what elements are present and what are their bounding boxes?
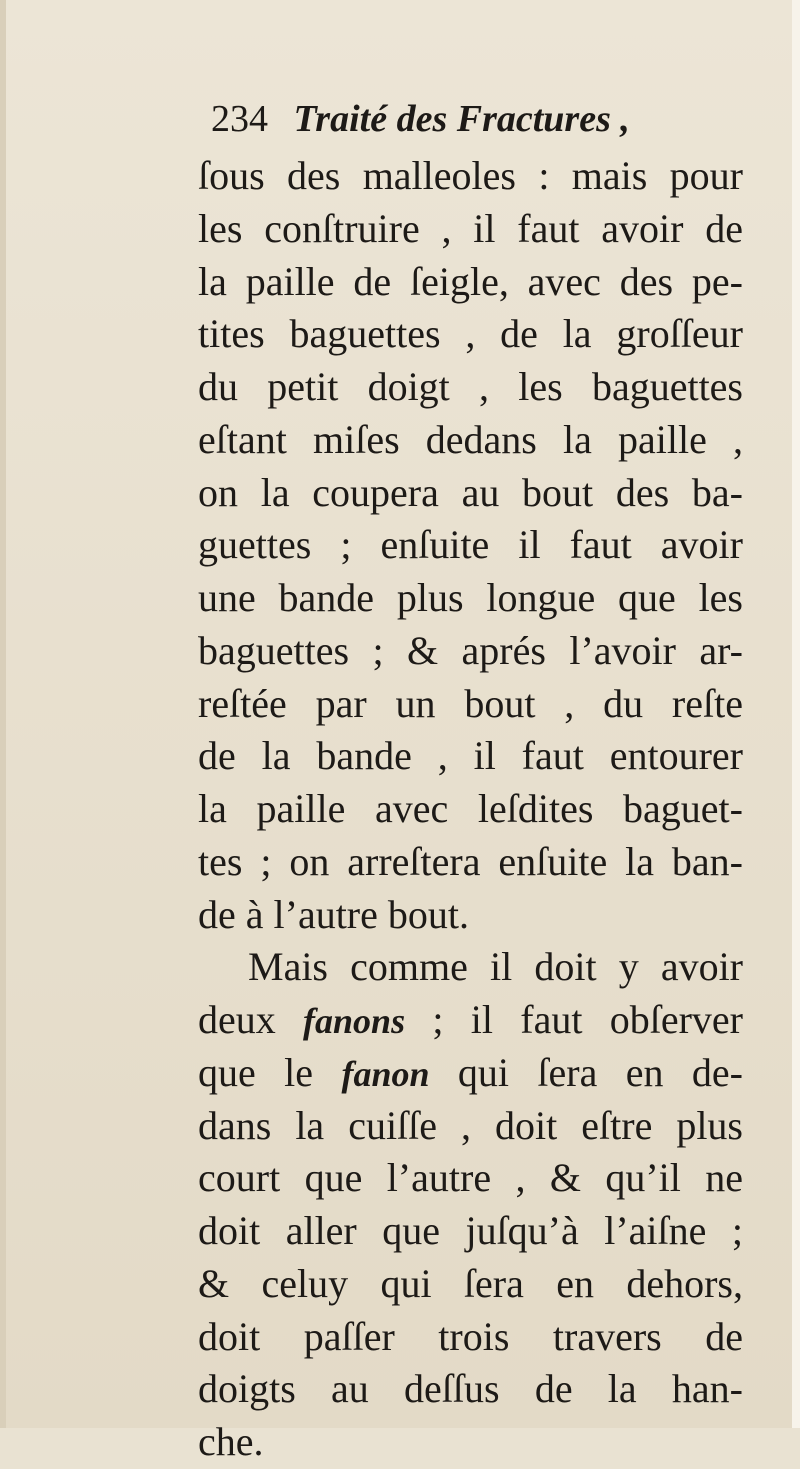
- running-title: Traité des Fractures ,: [293, 98, 630, 140]
- text-line: la paille avec leſdites baguet-: [198, 786, 743, 831]
- page-header: [211, 100, 751, 138]
- text-line: doit aller que juſqu’à l’aiſne ;: [198, 1208, 743, 1253]
- body-text: [198, 150, 743, 1469]
- text-segment: ; il faut obſerver: [405, 997, 743, 1042]
- text-segment: deux: [198, 997, 304, 1042]
- text-line: doit paſſer trois travers de: [198, 1313, 743, 1359]
- text-line: tites baguettes , de la groſſeur: [198, 311, 743, 357]
- text-line: une bande plus longue que les: [198, 575, 743, 620]
- text-line: baguettes ; & aprés l’avoir ar-: [198, 627, 743, 673]
- text-line: ſous des malleoles : mais pour: [198, 153, 743, 198]
- paragraph-end-line: che.: [198, 1419, 264, 1464]
- italic-term: fanons: [303, 1001, 406, 1041]
- text-line: les conſtruire , il faut avoir de: [198, 205, 743, 251]
- text-line: la paille de ſeigle, avec des pe-: [198, 258, 743, 304]
- page-number: 234: [211, 98, 268, 140]
- italic-term: fanon: [341, 1053, 430, 1094]
- text-segment: que le: [198, 1049, 342, 1095]
- text-line: eſtant miſes dedans la paille ,: [198, 416, 743, 462]
- text-line: on la coupera au bout des ba-: [198, 469, 743, 515]
- text-line: guettes ; enſuite il faut avoir: [198, 522, 743, 568]
- text-segment: qui ſera en de-: [429, 1049, 743, 1095]
- text-line: tes ; on arreſtera enſuite la ban-: [198, 838, 743, 884]
- text-line: reſtée par un bout , du reſte: [198, 680, 743, 726]
- text-line: du petit doigt , les baguettes: [198, 364, 743, 409]
- text-line-with-italic: [198, 994, 743, 1047]
- text-line: doigts au deſſus de la han-: [198, 1366, 743, 1412]
- text-line: de la bande , il faut entourer: [198, 733, 743, 779]
- paragraph-end-line: de à l’autre bout.: [198, 891, 469, 937]
- text-line: court que l’autre , & qu’il ne: [198, 1155, 743, 1201]
- paragraph-start-line: Mais comme il doit y avoir: [248, 944, 743, 990]
- text-line-with-italic: [198, 1047, 743, 1100]
- text-line: & celuy qui ſera en dehors,: [198, 1260, 743, 1306]
- text-line: dans la cuiſſe , doit eſtre plus: [198, 1102, 743, 1148]
